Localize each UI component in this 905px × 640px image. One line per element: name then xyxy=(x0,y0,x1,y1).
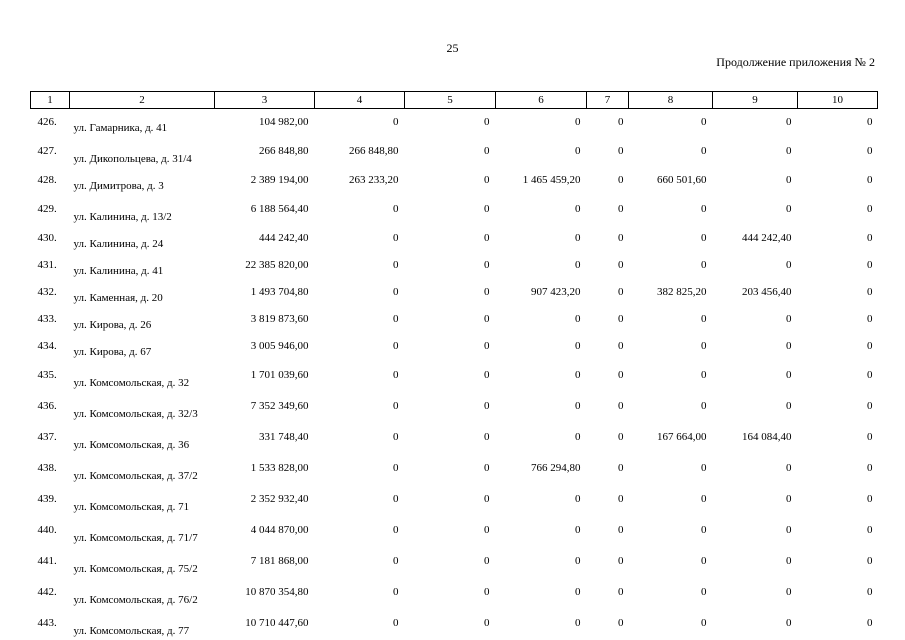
cell-value: 0 xyxy=(393,555,399,567)
cell-value: 0 xyxy=(393,340,399,352)
row-number: 427. xyxy=(37,145,57,157)
table-row xyxy=(31,515,878,546)
cell-value: 0 xyxy=(786,524,792,536)
row-number: 432. xyxy=(37,286,57,298)
cell-value: 0 xyxy=(701,232,707,244)
cell-value: 0 xyxy=(484,555,490,567)
cell-value: 331 748,40 xyxy=(259,431,309,443)
cell-value: 0 xyxy=(786,313,792,325)
row-number: 433. xyxy=(37,313,57,325)
table-row xyxy=(31,167,878,194)
cell-value: 0 xyxy=(484,145,490,157)
row-address: ул. Каменная, д. 20 xyxy=(73,292,163,304)
cell-value: 0 xyxy=(701,400,707,412)
cell-value: 0 xyxy=(484,369,490,381)
cell-value: 104 982,00 xyxy=(259,116,309,128)
cell-value: 0 xyxy=(786,369,792,381)
cell-value: 0 xyxy=(393,617,399,629)
row-address: ул. Комсомольская, д. 32 xyxy=(73,377,190,389)
cell-value: 0 xyxy=(618,586,624,598)
cell-value: 0 xyxy=(575,586,581,598)
cell-value: 0 xyxy=(618,617,624,629)
table-row xyxy=(31,608,878,639)
cell-value: 266 848,80 xyxy=(349,145,399,157)
cell-value: 0 xyxy=(393,431,399,443)
row-number: 442. xyxy=(37,586,57,598)
cell-value: 0 xyxy=(867,313,873,325)
cell-value: 0 xyxy=(618,462,624,474)
cell-value: 263 233,20 xyxy=(349,174,399,186)
cell-value: 0 xyxy=(701,462,707,474)
row-number: 436. xyxy=(37,400,57,412)
cell-value: 0 xyxy=(701,369,707,381)
row-address: ул. Калинина, д. 24 xyxy=(73,238,164,250)
row-address: ул. Комсомольская, д. 77 xyxy=(73,625,190,637)
table-body xyxy=(31,109,878,640)
cell-value: 0 xyxy=(575,524,581,536)
cell-value: 0 xyxy=(618,116,624,128)
cell-value: 3 005 946,00 xyxy=(250,340,309,352)
row-number: 428. xyxy=(37,174,57,186)
cell-value: 0 xyxy=(867,203,873,215)
cell-value: 0 xyxy=(393,286,399,298)
column-header: 9 xyxy=(713,92,798,109)
cell-value: 0 xyxy=(867,145,873,157)
cell-value: 1 701 039,60 xyxy=(250,369,309,381)
table-row xyxy=(31,391,878,422)
cell-value: 0 xyxy=(867,493,873,505)
row-number: 438. xyxy=(37,462,57,474)
table-row xyxy=(31,194,878,225)
cell-value: 0 xyxy=(618,340,624,352)
column-header: 5 xyxy=(405,92,496,109)
cell-value: 0 xyxy=(618,232,624,244)
cell-value: 0 xyxy=(867,174,873,186)
cell-value: 0 xyxy=(575,617,581,629)
row-address: ул. Комсомольская, д. 37/2 xyxy=(73,470,198,482)
cell-value: 0 xyxy=(618,400,624,412)
table-header-row xyxy=(31,92,878,109)
cell-value: 1 493 704,80 xyxy=(250,286,309,298)
cell-value: 0 xyxy=(575,313,581,325)
table-row xyxy=(31,109,878,137)
cell-value: 0 xyxy=(867,555,873,567)
cell-value: 0 xyxy=(575,493,581,505)
table-row xyxy=(31,306,878,333)
cell-value: 0 xyxy=(786,145,792,157)
cell-value: 0 xyxy=(867,431,873,443)
cell-value: 444 242,40 xyxy=(259,232,309,244)
cell-value: 0 xyxy=(575,340,581,352)
cell-value: 0 xyxy=(786,493,792,505)
cell-value: 22 385 820,00 xyxy=(245,259,309,271)
cell-value: 0 xyxy=(484,116,490,128)
cell-value: 0 xyxy=(701,617,707,629)
cell-value: 0 xyxy=(484,286,490,298)
table-row xyxy=(31,136,878,167)
cell-value: 0 xyxy=(786,586,792,598)
column-header: 10 xyxy=(798,92,878,109)
row-address: ул. Димитрова, д. 3 xyxy=(73,180,164,192)
cell-value: 0 xyxy=(786,617,792,629)
cell-value: 0 xyxy=(484,232,490,244)
cell-value: 167 664,00 xyxy=(657,431,707,443)
cell-value: 10 710 447,60 xyxy=(245,617,309,629)
cell-value: 766 294,80 xyxy=(531,462,581,474)
cell-value: 0 xyxy=(618,174,624,186)
cell-value: 0 xyxy=(618,555,624,567)
cell-value: 0 xyxy=(575,369,581,381)
cell-value: 0 xyxy=(575,259,581,271)
cell-value: 0 xyxy=(618,524,624,536)
cell-value: 0 xyxy=(484,400,490,412)
cell-value: 0 xyxy=(867,340,873,352)
cell-value: 0 xyxy=(393,369,399,381)
column-header: 8 xyxy=(629,92,713,109)
column-header: 6 xyxy=(496,92,587,109)
cell-value: 0 xyxy=(786,400,792,412)
cell-value: 0 xyxy=(575,116,581,128)
cell-value: 0 xyxy=(393,400,399,412)
cell-value: 3 819 873,60 xyxy=(250,313,309,325)
cell-value: 0 xyxy=(393,259,399,271)
cell-value: 10 870 354,80 xyxy=(245,586,309,598)
cell-value: 0 xyxy=(484,586,490,598)
cell-value: 0 xyxy=(618,145,624,157)
table-row xyxy=(31,546,878,577)
cell-value: 0 xyxy=(867,369,873,381)
row-address: ул. Кирова, д. 67 xyxy=(73,346,152,358)
table-row xyxy=(31,252,878,279)
cell-value: 0 xyxy=(618,313,624,325)
cell-value: 7 352 349,60 xyxy=(250,400,309,412)
row-address: ул. Комсомольская, д. 36 xyxy=(73,439,190,451)
cell-value: 0 xyxy=(867,524,873,536)
cell-value: 0 xyxy=(701,313,707,325)
row-number: 435. xyxy=(37,369,57,381)
row-address: ул. Комсомольская, д. 71/7 xyxy=(73,532,198,544)
data-table xyxy=(30,91,878,639)
column-header: 1 xyxy=(31,92,70,109)
cell-value: 0 xyxy=(867,617,873,629)
cell-value: 0 xyxy=(575,145,581,157)
cell-value: 0 xyxy=(786,174,792,186)
row-address: ул. Гамарника, д. 41 xyxy=(73,122,168,134)
cell-value: 444 242,40 xyxy=(742,232,792,244)
cell-value: 0 xyxy=(575,555,581,567)
row-address: ул. Дикопольцева, д. 31/4 xyxy=(73,153,192,165)
cell-value: 0 xyxy=(867,286,873,298)
cell-value: 0 xyxy=(393,116,399,128)
cell-value: 0 xyxy=(867,462,873,474)
cell-value: 0 xyxy=(484,493,490,505)
column-header: 3 xyxy=(215,92,315,109)
table-row xyxy=(31,333,878,360)
cell-value: 0 xyxy=(701,524,707,536)
cell-value: 0 xyxy=(786,555,792,567)
cell-value: 0 xyxy=(701,555,707,567)
cell-value: 660 501,60 xyxy=(657,174,707,186)
cell-value: 0 xyxy=(867,232,873,244)
cell-value: 0 xyxy=(786,203,792,215)
cell-value: 0 xyxy=(786,259,792,271)
row-number: 443. xyxy=(37,617,57,629)
row-number: 437. xyxy=(37,431,57,443)
cell-value: 0 xyxy=(701,340,707,352)
cell-value: 0 xyxy=(393,313,399,325)
table-row xyxy=(31,225,878,252)
cell-value: 0 xyxy=(484,313,490,325)
cell-value: 1 465 459,20 xyxy=(522,174,581,186)
cell-value: 0 xyxy=(867,400,873,412)
cell-value: 2 389 194,00 xyxy=(250,174,309,186)
table-row xyxy=(31,360,878,391)
page-number: 25 xyxy=(446,41,459,55)
row-number: 434. xyxy=(37,340,57,352)
cell-value: 0 xyxy=(867,259,873,271)
row-number: 441. xyxy=(37,555,57,567)
cell-value: 0 xyxy=(393,203,399,215)
cell-value: 0 xyxy=(484,462,490,474)
cell-value: 0 xyxy=(867,116,873,128)
row-number: 429. xyxy=(37,203,57,215)
cell-value: 0 xyxy=(701,203,707,215)
row-address: ул. Комсомольская, д. 71 xyxy=(73,501,190,513)
cell-value: 0 xyxy=(786,116,792,128)
column-header: 7 xyxy=(587,92,629,109)
cell-value: 0 xyxy=(484,174,490,186)
cell-value: 907 423,20 xyxy=(531,286,581,298)
cell-value: 0 xyxy=(618,431,624,443)
row-address: ул. Кирова, д. 26 xyxy=(73,319,152,331)
row-number: 440. xyxy=(37,524,57,536)
cell-value: 0 xyxy=(618,203,624,215)
cell-value: 0 xyxy=(484,524,490,536)
cell-value: 0 xyxy=(393,493,399,505)
cell-value: 0 xyxy=(484,617,490,629)
cell-value: 266 848,80 xyxy=(259,145,309,157)
cell-value: 0 xyxy=(618,286,624,298)
cell-value: 0 xyxy=(484,203,490,215)
cell-value: 0 xyxy=(701,116,707,128)
cell-value: 0 xyxy=(701,259,707,271)
cell-value: 0 xyxy=(393,586,399,598)
row-number: 430. xyxy=(37,232,57,244)
cell-value: 0 xyxy=(393,524,399,536)
row-address: ул. Калинина, д. 41 xyxy=(73,265,164,277)
table-row xyxy=(31,577,878,608)
table-row xyxy=(31,422,878,453)
row-address: ул. Комсомольская, д. 76/2 xyxy=(73,594,198,606)
row-number: 439. xyxy=(37,493,57,505)
cell-value: 0 xyxy=(393,232,399,244)
cell-value: 0 xyxy=(618,493,624,505)
cell-value: 0 xyxy=(484,259,490,271)
cell-value: 0 xyxy=(575,400,581,412)
table-row xyxy=(31,279,878,306)
cell-value: 0 xyxy=(786,462,792,474)
cell-value: 0 xyxy=(484,431,490,443)
cell-value: 382 825,20 xyxy=(657,286,707,298)
cell-value: 0 xyxy=(701,586,707,598)
cell-value: 0 xyxy=(575,431,581,443)
row-number: 431. xyxy=(37,259,57,271)
cell-value: 0 xyxy=(575,203,581,215)
cell-value: 0 xyxy=(867,586,873,598)
cell-value: 0 xyxy=(484,340,490,352)
cell-value: 2 352 932,40 xyxy=(250,493,309,505)
cell-value: 0 xyxy=(575,232,581,244)
cell-value: 0 xyxy=(786,340,792,352)
column-header: 4 xyxy=(315,92,405,109)
appendix-caption: Продолжение приложения № 2 xyxy=(716,55,875,69)
cell-value: 6 188 564,40 xyxy=(250,203,309,215)
row-address: ул. Калинина, д. 13/2 xyxy=(73,211,172,223)
cell-value: 0 xyxy=(393,462,399,474)
cell-value: 1 533 828,00 xyxy=(250,462,309,474)
column-header: 2 xyxy=(70,92,215,109)
row-address: ул. Комсомольская, д. 75/2 xyxy=(73,563,198,575)
cell-value: 0 xyxy=(701,493,707,505)
cell-value: 4 044 870,00 xyxy=(250,524,309,536)
cell-value: 203 456,40 xyxy=(742,286,792,298)
row-address: ул. Комсомольская, д. 32/3 xyxy=(73,408,198,420)
cell-value: 0 xyxy=(618,369,624,381)
cell-value: 0 xyxy=(618,259,624,271)
table-row xyxy=(31,484,878,515)
table-row xyxy=(31,453,878,484)
row-number: 426. xyxy=(37,116,57,128)
cell-value: 164 084,40 xyxy=(742,431,792,443)
cell-value: 7 181 868,00 xyxy=(250,555,309,567)
cell-value: 0 xyxy=(701,145,707,157)
